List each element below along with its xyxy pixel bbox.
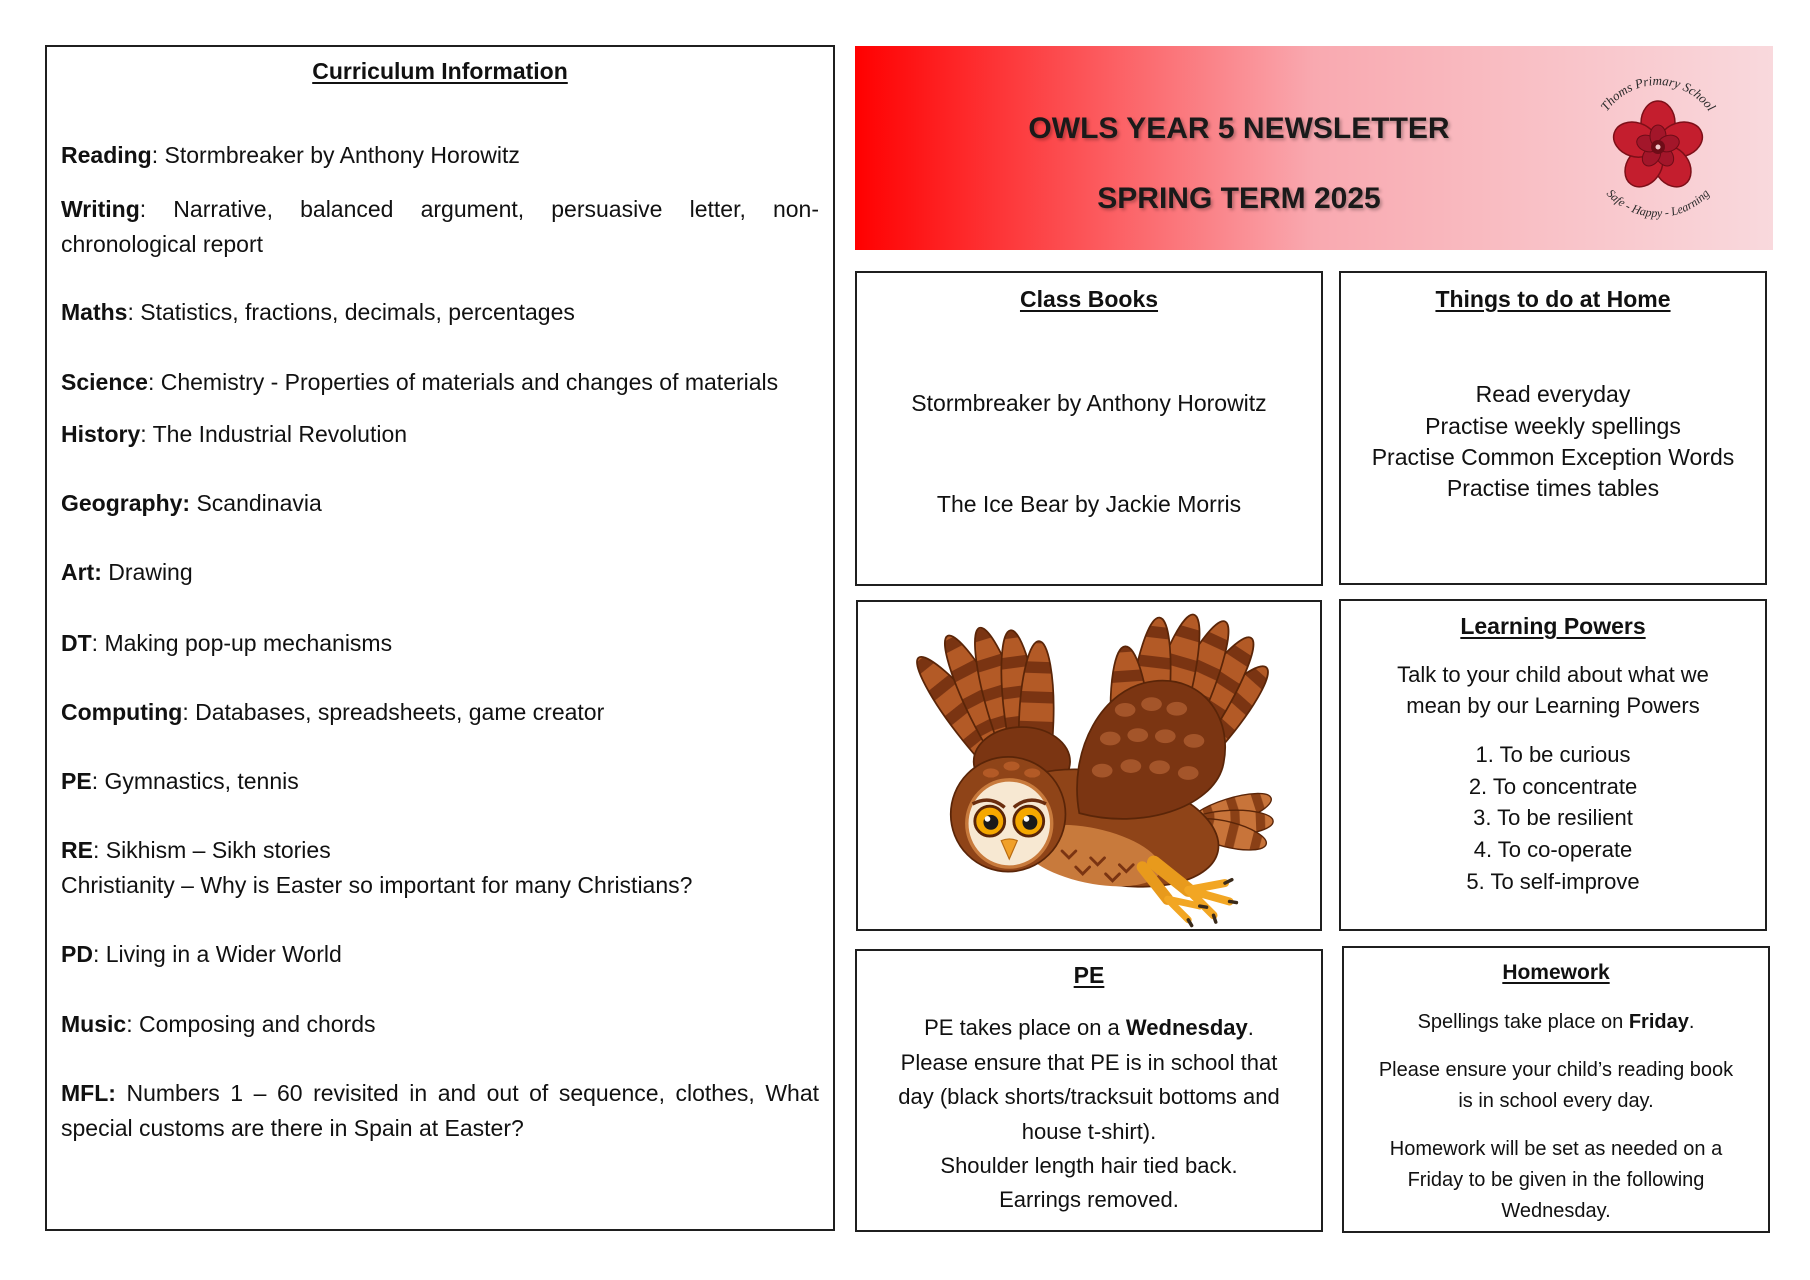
subject-art bbox=[61, 555, 819, 590]
pe-day: Wednesday bbox=[1125, 1015, 1248, 1040]
pe-day-prefix: PE takes place on a bbox=[924, 1015, 1126, 1040]
homework-info-line: Homework will be set as needed on a bbox=[1389, 1138, 1723, 1160]
school-logo bbox=[1578, 67, 1738, 227]
home-task-item: Practise weekly spellings bbox=[1425, 413, 1681, 439]
newsletter-banner bbox=[855, 46, 1773, 250]
subject-text: : Composing and chords bbox=[126, 1011, 376, 1037]
logo-bottom-text: Safe - Happy - Learning bbox=[1603, 186, 1713, 221]
subject-text: : Living in a Wider World bbox=[92, 941, 342, 967]
learning-powers-intro: mean by our Learning Powers bbox=[1406, 693, 1700, 718]
learning-powers-intro: Talk to your child about what we bbox=[1397, 662, 1709, 687]
learning-powers-title: Learning Powers bbox=[1460, 613, 1646, 639]
class-books-panel bbox=[855, 271, 1323, 586]
book-item: The Ice Bear by Jackie Morris bbox=[936, 491, 1242, 517]
subject-science bbox=[61, 365, 819, 400]
subject-label: Art: bbox=[61, 559, 102, 585]
homework-panel bbox=[1342, 946, 1770, 1233]
subject-music bbox=[61, 1007, 819, 1042]
home-tasks-panel bbox=[1339, 271, 1767, 585]
subject-text: : Gymnastics, tennis bbox=[91, 768, 299, 794]
pe-day-suffix: . bbox=[1247, 1015, 1254, 1040]
subject-label: Reading bbox=[61, 142, 152, 168]
home-task-item: Practise Common Exception Words bbox=[1371, 444, 1735, 470]
homework-reading-line: Please ensure your child’s reading book bbox=[1378, 1059, 1734, 1081]
pe-title: PE bbox=[1073, 962, 1105, 988]
subject-label: Writing bbox=[61, 196, 140, 222]
logo-top-text: Thoms Primary School bbox=[1597, 72, 1719, 114]
pe-panel bbox=[855, 949, 1323, 1232]
pe-info-line: Earrings removed. bbox=[999, 1187, 1179, 1212]
subject-label: Science bbox=[61, 369, 148, 395]
subject-dt bbox=[61, 626, 819, 661]
home-tasks-title: Things to do at Home bbox=[1435, 286, 1671, 312]
homework-title: Homework bbox=[1502, 961, 1610, 984]
owl-panel bbox=[856, 600, 1322, 931]
homework-day-line bbox=[1344, 1008, 1768, 1036]
subject-re bbox=[61, 833, 819, 903]
term-title: SPRING TERM 2025 bbox=[1097, 182, 1381, 215]
homework-info-line: Friday to be given in the following bbox=[1407, 1169, 1705, 1191]
homework-info-line: Wednesday. bbox=[1501, 1200, 1611, 1222]
curriculum-panel bbox=[45, 45, 835, 1231]
curriculum-title: Curriculum Information bbox=[312, 58, 568, 84]
learning-power-item: 2. To concentrate bbox=[1468, 774, 1638, 799]
owl-head bbox=[951, 757, 1066, 872]
home-task-item: Read everyday bbox=[1475, 381, 1631, 407]
subject-text: : Chemistry - Properties of materials and changes of materials bbox=[147, 369, 779, 395]
pe-info-line: Please ensure that PE is in school that bbox=[900, 1050, 1278, 1075]
subject-text-line2: Christianity – Why is Easter so important for many Christians? bbox=[61, 872, 693, 898]
subject-writing bbox=[61, 192, 819, 262]
flower-icon bbox=[1609, 101, 1707, 194]
learning-power-item: 5. To self-improve bbox=[1466, 869, 1640, 894]
subject-label: Music bbox=[61, 1011, 127, 1037]
subject-text: : Statistics, fractions, decimals, percentages bbox=[127, 299, 575, 325]
subject-label: History bbox=[61, 421, 141, 447]
class-books-title: Class Books bbox=[1019, 286, 1159, 312]
subject-reading bbox=[61, 138, 819, 173]
subject-label: RE bbox=[61, 837, 93, 863]
subject-label: PE bbox=[61, 768, 92, 794]
subject-pd bbox=[61, 937, 819, 972]
subject-text: : Narrative, balanced argument, persuasive letter, non-chronological report bbox=[61, 196, 819, 257]
subject-maths bbox=[61, 295, 819, 330]
pe-info-line: house t-shirt). bbox=[1021, 1119, 1157, 1144]
subject-text: Scandinavia bbox=[190, 490, 322, 516]
subject-text: : Sikhism – Sikh stories bbox=[92, 837, 331, 863]
homework-day-suffix: . bbox=[1688, 1011, 1695, 1033]
subject-label: Maths bbox=[61, 299, 128, 325]
subject-label: DT bbox=[61, 630, 92, 656]
subject-label: MFL: bbox=[61, 1080, 116, 1106]
subject-text: Numbers 1 – 60 revisited in and out of sequence, clothes, What special customs are there in Spain at Easter? bbox=[61, 1080, 819, 1141]
subject-geography bbox=[61, 486, 819, 521]
subject-text: : Stormbreaker by Anthony Horowitz bbox=[151, 142, 520, 168]
learning-power-item: 4. To co-operate bbox=[1473, 837, 1633, 862]
subject-text: : Databases, spreadsheets, game creator bbox=[182, 699, 605, 725]
learning-powers-panel bbox=[1339, 599, 1767, 931]
learning-power-item: 3. To be resilient bbox=[1473, 805, 1633, 830]
homework-day-prefix: Spellings take place on bbox=[1417, 1011, 1629, 1033]
pe-info-line: Shoulder length hair tied back. bbox=[940, 1153, 1238, 1178]
subject-text: : The Industrial Revolution bbox=[140, 421, 408, 447]
subject-text: : Making pop-up mechanisms bbox=[91, 630, 393, 656]
subject-pe bbox=[61, 764, 819, 799]
subject-mfl bbox=[61, 1076, 819, 1146]
pe-day-line bbox=[857, 1013, 1321, 1043]
home-task-item: Practise times tables bbox=[1446, 475, 1660, 501]
subject-label: PD bbox=[61, 941, 93, 967]
subject-label: Geography: bbox=[61, 490, 191, 516]
newsletter-title: OWLS YEAR 5 NEWSLETTER bbox=[1028, 112, 1450, 145]
owl-illustration bbox=[858, 602, 1320, 929]
homework-reading-line: is in school every day. bbox=[1458, 1090, 1654, 1112]
pe-info-line: day (black shorts/tracksuit bottoms and bbox=[898, 1084, 1280, 1109]
subject-computing bbox=[61, 695, 819, 730]
homework-day: Friday bbox=[1628, 1011, 1689, 1033]
subject-history bbox=[61, 417, 819, 452]
learning-power-item: 1. To be curious bbox=[1475, 742, 1631, 767]
subject-label: Computing bbox=[61, 699, 183, 725]
book-item: Stormbreaker by Anthony Horowitz bbox=[911, 390, 1267, 416]
subject-text: Drawing bbox=[101, 559, 193, 585]
